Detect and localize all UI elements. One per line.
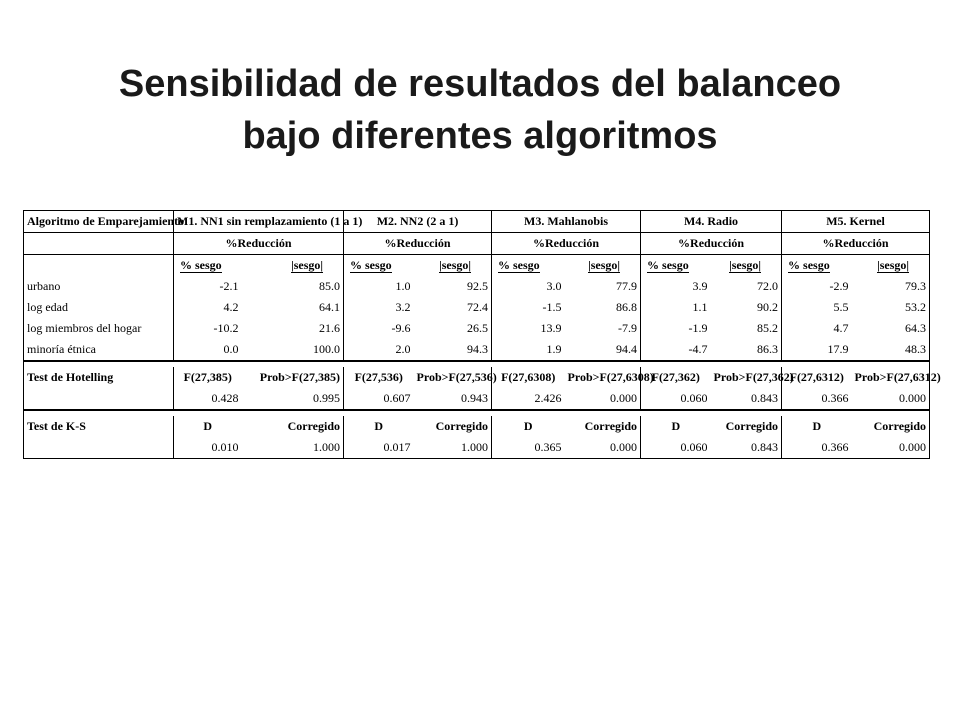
model-header-m1: M1. NN1 sin remplazamiento (1 a 1)	[174, 211, 344, 233]
table-cell: -4.7	[641, 339, 711, 361]
hotelling-stat-header: F(27,536)	[344, 367, 414, 388]
hotelling-stat-value: 0.060	[641, 388, 711, 410]
header-row	[24, 211, 930, 233]
hotelling-stat-header: Prob>F(27,536)	[416, 370, 497, 384]
ks-stat-header: D	[174, 416, 242, 437]
hotelling-header-row	[24, 367, 930, 388]
ks-stat-value: 1.000	[313, 440, 341, 454]
table-cell: 2.0	[344, 339, 414, 361]
table-cell: -9.6	[344, 318, 414, 339]
ks-stat-header: Corregido	[725, 419, 779, 433]
ks-stat-header: Corregido	[873, 419, 927, 433]
ks-stat-value: 0.365	[492, 437, 565, 459]
hotelling-stat-value: 0.428	[174, 388, 242, 410]
ks-label: Test de K-S	[27, 419, 86, 433]
ks-stat-value: 0.060	[641, 437, 711, 459]
ks-stat-value: 0.366	[782, 437, 852, 459]
sub-abs-sesgo: |sesgo|	[729, 258, 762, 272]
reduction-row	[24, 233, 930, 255]
row-label: urbano	[27, 279, 61, 293]
table-cell: -10.2	[174, 318, 242, 339]
sub-abs-sesgo: |sesgo|	[439, 258, 472, 272]
row-label: log edad	[27, 300, 68, 314]
ks-stat-header: Corregido	[287, 419, 341, 433]
sub-sesgo: % sesgo	[647, 258, 689, 272]
table-cell: 48.3	[905, 342, 927, 356]
table-cell: 1.1	[641, 297, 711, 318]
table-cell: 3.0	[492, 276, 565, 297]
model-header-m2: M2. NN2 (2 a 1)	[344, 211, 492, 233]
reduction-label-m3: %Reducción	[492, 233, 641, 255]
ks-stat-value: 0.017	[344, 437, 414, 459]
table-cell: -2.9	[782, 276, 852, 297]
sub-sesgo: % sesgo	[180, 258, 222, 272]
reduction-label-m1: %Reducción	[174, 233, 344, 255]
table-cell: -7.9	[618, 321, 638, 335]
table-cell: 1.9	[492, 339, 565, 361]
table-cell: 77.9	[616, 279, 638, 293]
hotelling-stat-header: Prob>F(27,385)	[259, 370, 341, 384]
table-cell: -1.5	[492, 297, 565, 318]
table-cell: 53.2	[905, 300, 927, 314]
table-cell: 100.0	[313, 342, 341, 356]
table-row	[24, 318, 930, 339]
table-row	[24, 339, 930, 361]
hotelling-stat-value: 0.000	[610, 391, 638, 405]
hotelling-stat-value: 0.943	[461, 391, 489, 405]
row-label: minoría étnica	[27, 342, 96, 356]
table-cell: 64.1	[319, 300, 341, 314]
table-cell: -2.1	[174, 276, 242, 297]
table-cell: 86.8	[616, 300, 638, 314]
sub-sesgo: % sesgo	[498, 258, 540, 272]
table-cell: 17.9	[782, 339, 852, 361]
hotelling-stat-value: 0.607	[344, 388, 414, 410]
data-rows	[24, 276, 930, 361]
table-cell: 13.9	[492, 318, 565, 339]
reduction-label-m4: %Reducción	[641, 233, 782, 255]
table-cell: 72.0	[757, 279, 779, 293]
ks-stat-header: Corregido	[584, 419, 638, 433]
table-cell: 86.3	[757, 342, 779, 356]
table-cell: 4.2	[174, 297, 242, 318]
ks-stat-header: D	[492, 416, 565, 437]
table-cell: 94.3	[467, 342, 489, 356]
table-cell: 3.2	[344, 297, 414, 318]
hotelling-stat-value: 0.366	[782, 388, 852, 410]
hotelling-stat-header: F(27,362)	[641, 367, 711, 388]
table-cell: 72.4	[467, 300, 489, 314]
hotelling-stat-header: F(27,6312)	[782, 367, 852, 388]
table-cell: 94.4	[616, 342, 638, 356]
hotelling-stat-value: 0.995	[313, 391, 341, 405]
table-cell: 90.2	[757, 300, 779, 314]
model-header-m5: M5. Kernel	[782, 211, 930, 233]
hotelling-values-row	[24, 388, 930, 410]
ks-stat-header: Corregido	[435, 419, 489, 433]
table-cell: 1.0	[344, 276, 414, 297]
row-label: log miembros del hogar	[27, 321, 142, 335]
ks-stat-header: D	[344, 416, 414, 437]
hotelling-stat-header: Prob>F(27,362)	[713, 370, 794, 384]
ks-stat-value: 0.000	[610, 440, 638, 454]
title-line-2: bajo diferentes algoritmos	[242, 115, 718, 157]
table-cell: 64.3	[905, 321, 927, 335]
sub-sesgo: % sesgo	[788, 258, 830, 272]
ks-values-row	[24, 437, 930, 459]
table-cell: -1.9	[641, 318, 711, 339]
results-table	[23, 210, 941, 459]
ks-stat-header: D	[641, 416, 711, 437]
ks-header-row	[24, 416, 930, 437]
table-cell: 21.6	[319, 321, 341, 335]
table-row	[24, 276, 930, 297]
hotelling-stat-header: F(27,6308)	[492, 367, 565, 388]
reduction-label-m2: %Reducción	[344, 233, 492, 255]
header-label: Algoritmo de Emparejamiento	[24, 211, 174, 233]
reduction-label-m5: %Reducción	[782, 233, 930, 255]
hotelling-stat-header: F(27,385)	[174, 367, 242, 388]
model-header-m3: M3. Mahlanobis	[492, 211, 641, 233]
title-line-1: Sensibilidad de resultados del balanceo	[118, 63, 842, 105]
hotelling-stat-header: Prob>F(27,6312)	[854, 370, 941, 384]
table-cell: 85.2	[757, 321, 779, 335]
sub-abs-sesgo: |sesgo|	[291, 258, 324, 272]
ks-stat-value: 1.000	[461, 440, 489, 454]
table-cell: 92.5	[467, 279, 489, 293]
table-cell: 0.0	[174, 339, 242, 361]
hotelling-stat-header: Prob>F(27,6308)	[567, 370, 654, 384]
hotelling-stat-value: 0.843	[751, 391, 779, 405]
hotelling-stat-value: 2.426	[492, 388, 565, 410]
subheader-row	[24, 255, 930, 277]
table-cell: 3.9	[641, 276, 711, 297]
table-cell: 85.0	[319, 279, 341, 293]
table-cell: 4.7	[782, 318, 852, 339]
model-header-m4: M4. Radio	[641, 211, 782, 233]
table-row	[24, 297, 930, 318]
sub-abs-sesgo: |sesgo|	[588, 258, 621, 272]
table-cell: 79.3	[905, 279, 927, 293]
ks-stat-value: 0.843	[751, 440, 779, 454]
sub-abs-sesgo: |sesgo|	[877, 258, 910, 272]
sub-sesgo: % sesgo	[350, 258, 392, 272]
hotelling-label: Test de Hotelling	[27, 370, 114, 384]
ks-stat-value: 0.000	[899, 440, 927, 454]
table-cell: 26.5	[467, 321, 489, 335]
slide-title	[40, 58, 920, 162]
ks-stat-header: D	[782, 416, 852, 437]
hotelling-stat-value: 0.000	[899, 391, 927, 405]
ks-stat-value: 0.010	[174, 437, 242, 459]
table-cell: 5.5	[782, 297, 852, 318]
